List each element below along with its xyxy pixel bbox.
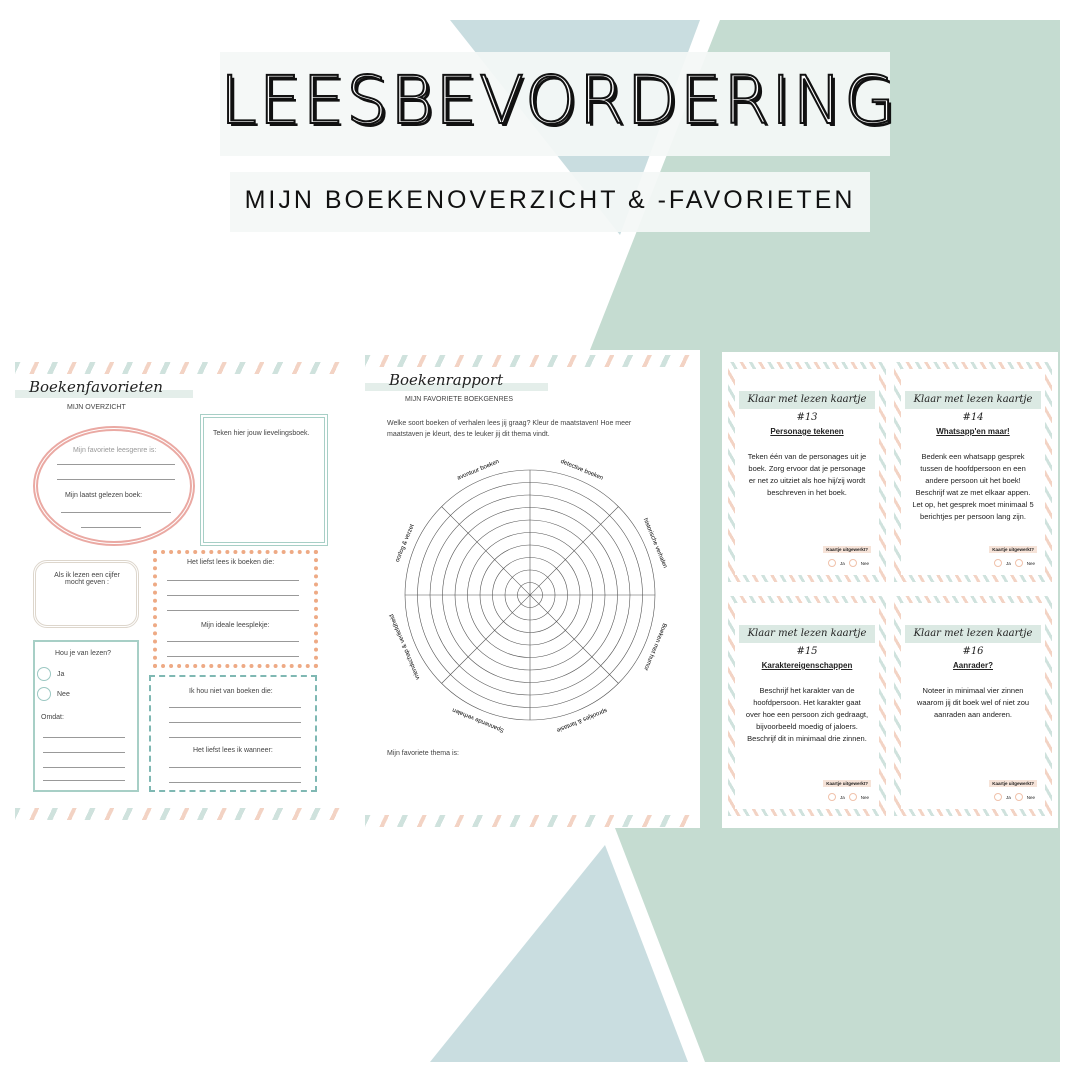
yes-label: Ja [1005, 794, 1011, 800]
card-heading: Whatsapp'en maar! [936, 427, 1010, 436]
genre-oval-frame [33, 426, 195, 546]
genre-label: avontuur boeken [456, 458, 501, 482]
no-label: Nee [1026, 794, 1035, 800]
sheet-title: Boekenrapport [389, 371, 504, 389]
genre-wheel [385, 450, 675, 740]
radio-no[interactable] [1015, 793, 1023, 801]
grade-frame [33, 560, 139, 628]
because-label: Omdat: [41, 714, 64, 721]
radio-no[interactable] [849, 793, 857, 801]
worksheet-boekenrapport [365, 355, 695, 827]
genre-label: detective boeken [559, 458, 604, 482]
genre-label: historische verhalen [641, 517, 668, 570]
radio-no[interactable] [1015, 559, 1023, 567]
card-done-label: Kaartje uitgewerkt? [989, 546, 1037, 553]
card-title: Klaar met lezen kaartje #16 [905, 625, 1041, 643]
yes-label: Ja [839, 794, 845, 800]
decorative-stripes [365, 355, 695, 367]
reading-card [728, 362, 886, 582]
genre-label: Boeken met humor [642, 622, 668, 672]
radio-yes-label: Ja [57, 671, 65, 678]
card-heading: Aanrader? [952, 661, 993, 670]
card-done-options [828, 793, 869, 801]
radio-no[interactable] [849, 559, 857, 567]
card-body: Teken één van de personages uit je boek. Zorg ervoor dat je personage er net zo uitziet als hoe hij/zij wordt beschreven in het boek. [747, 452, 867, 497]
card-done-label: Kaartje uitgewerkt? [823, 780, 871, 787]
card-heading: Karaktereigenschappen [761, 661, 853, 670]
card-done-options [994, 559, 1035, 567]
intro-text: Welke soort boeken of verhalen lees jij graag? Kleur de maatstaven! Hoe meer maatstaven je kleurt, des te leuker jij dit thema vindt. [387, 420, 632, 438]
dislike-label: Ik hou niet van boeken die: [189, 688, 273, 695]
yes-label: Ja [1005, 560, 1011, 566]
decorative-stripes [15, 808, 345, 820]
card-title: Klaar met lezen kaartje #13 [739, 391, 875, 409]
reading-card [894, 362, 1052, 582]
likes-frame [153, 550, 318, 668]
card-heading: Personage tekenen [770, 427, 844, 436]
decorative-stripes [365, 815, 695, 827]
like-books-label: Het liefst lees ik boeken die: [187, 559, 275, 566]
draw-label: Teken hier jouw lievelingsboek. [213, 430, 310, 437]
when-label: Het liefst lees ik wanneer: [193, 747, 273, 754]
radio-yes[interactable] [37, 667, 51, 681]
genre-label: Mijn favoriete leesgenre is: [73, 447, 157, 454]
reading-card [894, 596, 1052, 816]
love-reading-label: Hou je van lezen? [55, 650, 112, 657]
genre-label: vriendschap & verliefdheid [389, 613, 422, 681]
ideal-spot-label: Mijn ideale leesplekje: [201, 622, 270, 629]
card-done-label: Kaartje uitgewerkt? [823, 546, 871, 553]
last-book-label: Mijn laatst gelezen boek: [65, 492, 143, 499]
worksheet-boekenfavorieten [15, 362, 345, 820]
sheet-title: Boekenfavorieten [29, 378, 163, 396]
no-label: Nee [860, 560, 869, 566]
card-done-options [828, 559, 869, 567]
card-title: Klaar met lezen kaartje #15 [739, 625, 875, 643]
card-done-label: Kaartje uitgewerkt? [989, 780, 1037, 787]
card-body: Beschrijf het karakter van de hoofdpersoon. Het karakter gaat over hoe een persoon zich gedraagt, bijvoorbeeld moedig of jaloers. Beschrijf dit in minimaal drie zinnen. [745, 686, 869, 743]
page-title: LEESBEVORDERING [220, 62, 898, 139]
decorative-stripes [15, 362, 345, 374]
card-body: Noteer in minimaal vier zinnen waarom jij dit boek wel of niet zou aanraden aan anderen. [916, 686, 1030, 719]
radio-no[interactable] [37, 687, 51, 701]
radio-no-label: Nee [57, 691, 70, 698]
radio-yes[interactable] [994, 559, 1002, 567]
no-label: Nee [860, 794, 869, 800]
genre-label: oorlog & verzet [394, 523, 416, 564]
favorite-theme-label: Mijn favoriete thema is: [387, 750, 459, 757]
yes-label: Ja [839, 560, 845, 566]
card-body: Bedenk een whatsapp gesprek tussen de hoofdpersoon en een andere persoon uit het boek! Beschrijf wat ze met elkaar appen. Let op, het gesprek moet minimaal 5 berichtjes per persoon lang zijn. [912, 452, 1034, 521]
page-subtitle: MIJN BOEKENOVERZICHT & -FAVORIETEN [244, 186, 856, 214]
radio-yes[interactable] [828, 793, 836, 801]
radio-yes[interactable] [994, 793, 1002, 801]
card-title: Klaar met lezen kaartje #14 [905, 391, 1041, 409]
grade-label: Als ik lezen een cijfer mocht geven : [54, 572, 120, 586]
no-label: Nee [1026, 560, 1035, 566]
sheet-subtitle: MIJN FAVORIETE BOEKGENRES [405, 396, 514, 403]
genre-label: sprookjes & fantasie [555, 706, 608, 733]
reading-cards-sheet [722, 352, 1058, 828]
sheet-subtitle: MIJN OVERZICHT [67, 404, 126, 411]
reading-card [728, 596, 886, 816]
card-done-options [994, 793, 1035, 801]
radio-yes[interactable] [828, 559, 836, 567]
genre-label: Spannende verhalen [451, 706, 506, 734]
